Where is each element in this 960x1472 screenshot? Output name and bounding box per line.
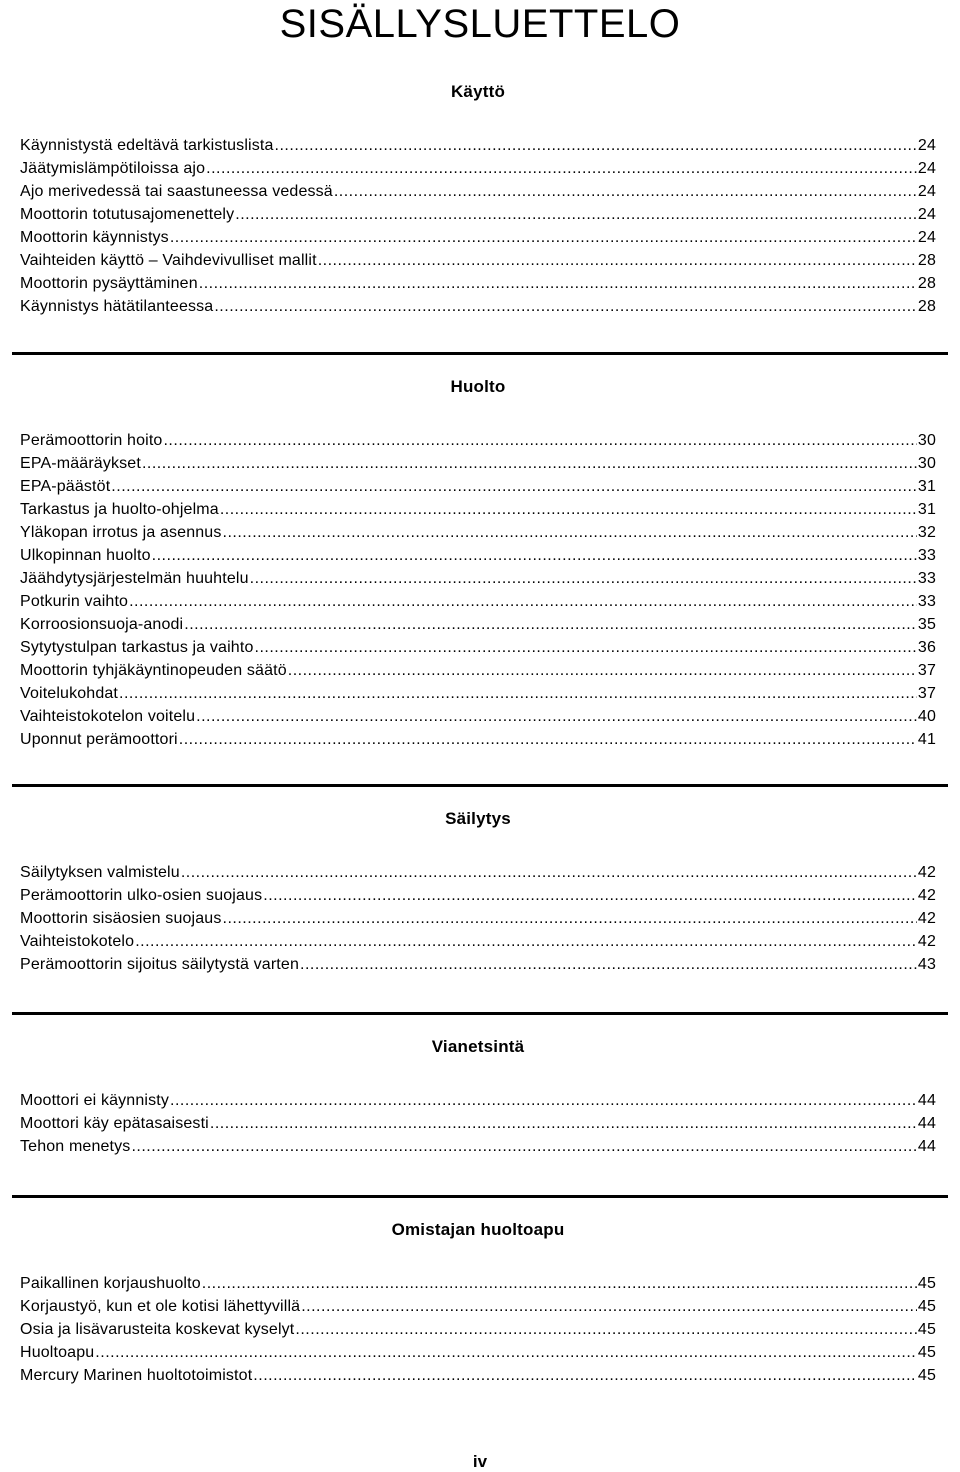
toc-entry-title: Korroosionsuoja-anodi	[20, 616, 184, 633]
toc-entry[interactable]	[20, 226, 936, 249]
toc-entry-page: 45	[917, 1275, 936, 1292]
toc-entry-title: Mercury Marinen huoltotoimistot	[20, 1367, 253, 1384]
dot-leader	[250, 567, 917, 590]
toc-entry-page: 28	[917, 275, 936, 292]
dot-leader	[206, 157, 917, 180]
toc-entry[interactable]	[20, 498, 936, 521]
toc-entry-page: 45	[917, 1344, 936, 1361]
toc-entry-page: 24	[917, 229, 936, 246]
dot-leader	[202, 1272, 917, 1295]
toc-entry[interactable]	[20, 1318, 936, 1341]
toc-entry[interactable]	[20, 682, 936, 705]
toc-entry[interactable]	[20, 295, 936, 318]
dot-leader	[334, 180, 917, 203]
toc-entry-title: Perämoottorin hoito	[20, 432, 163, 449]
toc-entry-page: 32	[917, 524, 936, 541]
toc-entry[interactable]	[20, 1341, 936, 1364]
dot-leader	[255, 636, 917, 659]
toc-entry-title: Huoltoapu	[20, 1344, 95, 1361]
toc-entry-page: 44	[917, 1115, 936, 1132]
section-divider	[12, 784, 948, 787]
toc-entry-title: Säilytyksen valmistelu	[20, 864, 180, 881]
toc-entry-title: Jäätymislämpötiloissa ajo	[20, 160, 206, 177]
dot-leader	[129, 590, 917, 613]
toc-entry-page: 42	[917, 910, 936, 927]
toc-entry[interactable]	[20, 180, 936, 203]
dot-leader	[223, 907, 917, 930]
toc-entry[interactable]	[20, 157, 936, 180]
toc-entry-title: Vaihteistokotelo	[20, 933, 135, 950]
toc-entries	[20, 861, 936, 976]
toc-entry[interactable]	[20, 475, 936, 498]
toc-entry-title: Tehon menetys	[20, 1138, 131, 1155]
toc-entry-page: 41	[917, 731, 936, 748]
section-divider	[12, 352, 948, 355]
section-heading: Säilytys	[445, 809, 511, 828]
dot-leader	[263, 884, 917, 907]
toc-entry[interactable]	[20, 272, 936, 295]
toc-entry[interactable]	[20, 884, 936, 907]
dot-leader	[199, 272, 917, 295]
toc-entry-title: Paikallinen korjaushuolto	[20, 1275, 201, 1292]
toc-entry[interactable]	[20, 429, 936, 452]
toc-entry-title: Moottori käy epätasaisesti	[20, 1115, 209, 1132]
toc-entries	[20, 134, 936, 318]
dot-leader	[111, 475, 917, 498]
toc-entry-title: Moottorin totutusajomenettely	[20, 206, 235, 223]
toc-entry[interactable]	[20, 590, 936, 613]
dot-leader	[184, 613, 917, 636]
section-heading: Vianetsintä	[431, 1037, 525, 1056]
toc-entry-page: 30	[917, 432, 936, 449]
toc-entries	[20, 1272, 936, 1387]
toc-entry-page: 24	[917, 206, 936, 223]
toc-entry-title: Voitelukohdat	[20, 685, 119, 702]
dot-leader	[275, 134, 917, 157]
toc-entry[interactable]	[20, 1112, 936, 1135]
dot-leader	[220, 498, 917, 521]
page-title: SISÄLLYSLUETTELO	[279, 2, 681, 46]
section-divider	[12, 1195, 948, 1198]
toc-entry[interactable]	[20, 705, 936, 728]
toc-entry-title: EPA-määräykset	[20, 455, 141, 472]
toc-entry-title: Moottorin käynnistys	[20, 229, 169, 246]
toc-section-vianetsinta	[20, 1012, 936, 1155]
toc-entry-page: 35	[917, 616, 936, 633]
section-divider	[12, 1012, 948, 1015]
toc-entry-page: 37	[917, 662, 936, 679]
toc-entry-page: 45	[917, 1321, 936, 1338]
dot-leader	[170, 1089, 917, 1112]
toc-entry[interactable]	[20, 1089, 936, 1112]
dot-leader	[152, 544, 917, 567]
toc-entry-page: 33	[917, 547, 936, 564]
dot-leader	[196, 705, 917, 728]
dot-leader	[119, 682, 917, 705]
toc-entry-page: 31	[917, 501, 936, 518]
toc-entry[interactable]	[20, 1135, 936, 1158]
toc-entry[interactable]	[20, 203, 936, 226]
dot-leader	[253, 1364, 917, 1387]
toc-entry-title: Sytytystulpan tarkastus ja vaihto	[20, 639, 254, 656]
toc-entry-page: 28	[917, 252, 936, 269]
toc-entry-title: Käynnistystä edeltävä tarkistuslista	[20, 137, 274, 154]
page-number: iv	[472, 1452, 488, 1471]
toc-entry[interactable]	[20, 861, 936, 884]
toc-entry[interactable]	[20, 521, 936, 544]
toc-entry-page: 42	[917, 933, 936, 950]
toc-entry-title: Vaihteiden käyttö – Vaihdevivulliset mallit	[20, 252, 317, 269]
toc-entry-page: 44	[917, 1092, 936, 1109]
section-heading: Huolto	[450, 377, 506, 396]
toc-entry-title: EPA-päästöt	[20, 478, 111, 495]
toc-entry-title: Yläkopan irrotus ja asennus	[20, 524, 222, 541]
toc-entry[interactable]	[20, 659, 936, 682]
toc-entry-page: 31	[917, 478, 936, 495]
toc-entry[interactable]	[20, 567, 936, 590]
toc-entry-title: Moottorin sisäosien suojaus	[20, 910, 222, 927]
dot-leader	[163, 429, 916, 452]
toc-entry-page: 45	[917, 1298, 936, 1315]
toc-entry-title: Tarkastus ja huolto-ohjelma	[20, 501, 219, 518]
toc-entry-page: 33	[917, 570, 936, 587]
toc-entry-page: 40	[917, 708, 936, 725]
toc-entry-title: Vaihteistokotelon voitelu	[20, 708, 196, 725]
toc-entry-page: 37	[917, 685, 936, 702]
toc-entry-page: 45	[917, 1367, 936, 1384]
dot-leader	[179, 728, 917, 751]
dot-leader	[223, 521, 917, 544]
toc-entry[interactable]	[20, 544, 936, 567]
toc-entry[interactable]	[20, 953, 936, 976]
toc-entry-page: 30	[917, 455, 936, 472]
toc-entry-title: Moottorin tyhjäkäyntinopeuden säätö	[20, 662, 287, 679]
toc-entry-title: Moottorin pysäyttäminen	[20, 275, 198, 292]
toc-entry-page: 44	[917, 1138, 936, 1155]
dot-leader	[142, 452, 917, 475]
toc-entry-page: 28	[917, 298, 936, 315]
toc-section-omistajan-huoltoapu	[20, 1195, 936, 1384]
toc-entry-page: 24	[917, 183, 936, 200]
toc-entry[interactable]	[20, 907, 936, 930]
toc-entries	[20, 429, 936, 751]
toc-entry-title: Perämoottorin sijoitus säilytystä varten	[20, 956, 299, 973]
toc-entry-page: 24	[917, 137, 936, 154]
toc-entry[interactable]	[20, 930, 936, 953]
toc-entry-page: 42	[917, 887, 936, 904]
dot-leader	[300, 953, 917, 976]
toc-entries	[20, 1089, 936, 1158]
toc-entry-title: Ajo merivedessä tai saastuneessa vedessä	[20, 183, 333, 200]
toc-entry-page: 33	[917, 593, 936, 610]
toc-entry-title: Ulkopinnan huolto	[20, 547, 151, 564]
toc-entry[interactable]	[20, 1272, 936, 1295]
toc-entry-title: Potkurin vaihto	[20, 593, 129, 610]
toc-entry[interactable]	[20, 452, 936, 475]
toc-entry[interactable]	[20, 1295, 936, 1318]
dot-leader	[214, 295, 917, 318]
dot-leader	[131, 1135, 916, 1158]
toc-entry-title: Moottori ei käynnisty	[20, 1092, 169, 1109]
toc-entry-title: Uponnut perämoottori	[20, 731, 178, 748]
dot-leader	[301, 1295, 917, 1318]
toc-entry-title: Korjaustyö, kun et ole kotisi lähettyvillä	[20, 1298, 301, 1315]
section-heading: Omistajan huoltoapu	[391, 1220, 565, 1239]
toc-entry[interactable]	[20, 636, 936, 659]
dot-leader	[181, 861, 917, 884]
section-heading: Käyttö	[450, 82, 506, 101]
toc-entry-page: 24	[917, 160, 936, 177]
toc-entry[interactable]	[20, 613, 936, 636]
dot-leader	[288, 659, 917, 682]
toc-entry-title: Perämoottorin ulko-osien suojaus	[20, 887, 263, 904]
toc-entry-page: 42	[917, 864, 936, 881]
dot-leader	[95, 1341, 917, 1364]
toc-entry[interactable]	[20, 1364, 936, 1387]
toc-entry[interactable]	[20, 249, 936, 272]
toc-section-sailytys	[20, 784, 936, 973]
dot-leader	[210, 1112, 917, 1135]
dot-leader	[235, 203, 917, 226]
dot-leader	[318, 249, 917, 272]
toc-entry[interactable]	[20, 728, 936, 751]
toc-section-huolto	[20, 352, 936, 748]
dot-leader	[295, 1318, 916, 1341]
toc-entry[interactable]	[20, 134, 936, 157]
toc-entry-page: 36	[917, 639, 936, 656]
toc-entry-title: Käynnistys hätätilanteessa	[20, 298, 214, 315]
dot-leader	[170, 226, 917, 249]
toc-entry-page: 43	[917, 956, 936, 973]
toc-entry-title: Osia ja lisävarusteita koskevat kyselyt	[20, 1321, 295, 1338]
toc-entry-title: Jäähdytysjärjestelmän huuhtelu	[20, 570, 249, 587]
dot-leader	[135, 930, 917, 953]
